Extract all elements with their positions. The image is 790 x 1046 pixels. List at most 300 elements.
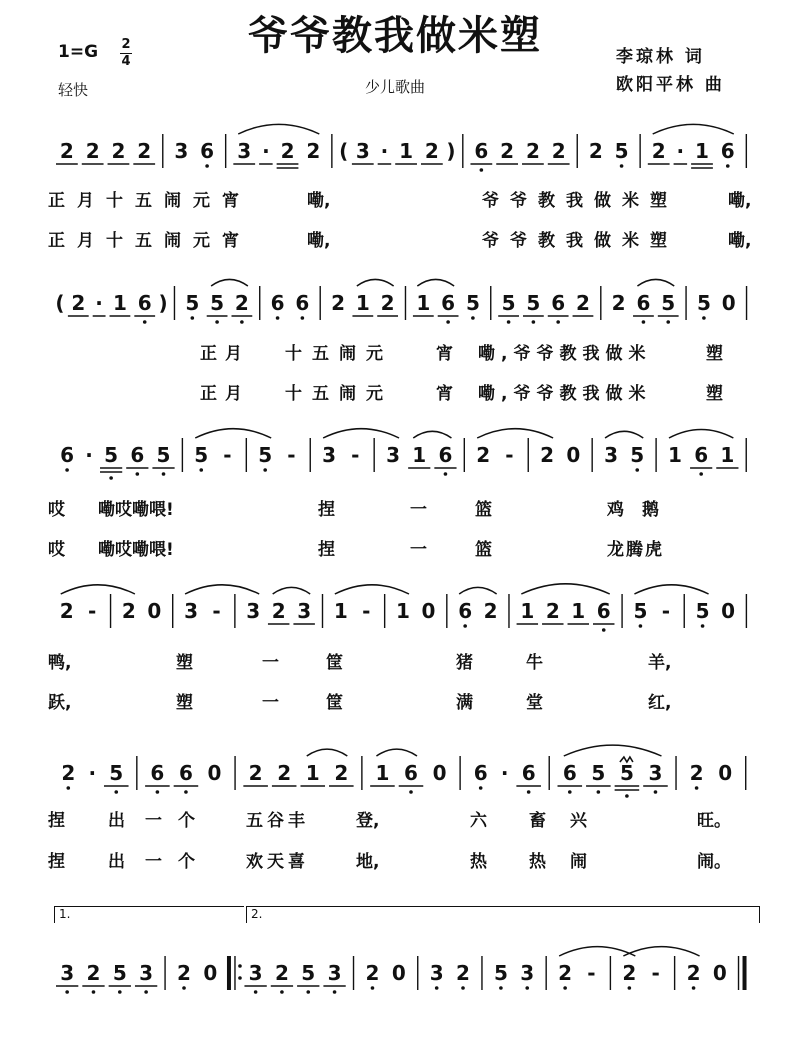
low-octave-dot [527,790,531,794]
lyric-phrase: 宵 [436,384,453,404]
note-numeral: 3 [246,599,261,623]
key-signature: 1=G [58,42,99,62]
tie-slur [376,749,417,756]
note-numeral: 1 [305,761,320,785]
note-numeral: ) [446,139,456,163]
low-octave-dot [635,468,639,472]
lyric-line-3-verse-2 [0,535,790,559]
low-octave-dot [556,320,560,324]
low-octave-dot [136,472,140,476]
note-numeral: ( [339,139,349,163]
lyric-line-5-verse-1 [0,806,790,830]
note-numeral: 2 [525,139,540,163]
note-numeral: 5 [104,443,119,467]
repeat-dot [238,964,242,968]
note-numeral: 3 [139,961,154,985]
lyric-phrase: 嘞, [307,231,331,251]
lyric-line-5-verse-2 [0,847,790,871]
low-octave-dot [479,786,483,790]
note-numeral: 5 [109,761,124,785]
note-numeral: 5 [696,291,711,315]
note-numeral: 2 [424,139,439,163]
low-octave-dot [654,790,658,794]
note-numeral: 0 [207,761,222,785]
note-numeral: 2 [456,961,470,985]
note-numeral: - [351,443,360,467]
note-numeral: 2 [380,291,395,315]
note-numeral: 0 [718,761,733,785]
lyric-phrase: 旺。 [697,811,731,831]
low-octave-dot [471,316,475,320]
tie-slur [413,431,451,438]
note-numeral: 6 [150,761,165,785]
note-numeral: - [661,599,671,623]
note-numeral: 2 [61,761,76,785]
low-octave-dot [409,790,413,794]
note-numeral: · [380,139,389,163]
note-numeral: 6 [551,291,566,315]
note-numeral: 5 [526,291,541,315]
note-numeral: 3 [184,599,199,623]
tie-slur [634,585,708,594]
note-numeral: 2 [277,761,292,785]
lyric-phrase: 一 [262,693,279,713]
low-octave-dot [280,990,284,994]
note-numeral: 5 [695,599,710,623]
note-numeral: 2 [71,291,86,315]
low-octave-dot [563,986,567,990]
low-octave-dot [628,986,632,990]
note-numeral: - [587,961,596,985]
lyric-phrase: 十五闹元 [285,344,393,364]
lyric-line-3-verse-1 [0,495,790,519]
lyric-phrase: 捏 [48,852,65,872]
note-numeral: 1 [355,291,370,315]
lyric-phrase: 满 [456,693,473,713]
note-numeral: 6 [473,761,488,785]
note-numeral: 2 [686,961,701,985]
note-numeral: · [676,139,685,163]
lyric-phrase: 爷爷教我做米塑 [482,231,678,251]
note-numeral: 6 [295,291,310,315]
meter-bottom: 4 [121,54,131,69]
low-octave-dot [692,986,696,990]
note-numeral: 2 [331,291,346,315]
lyric-phrase: 嘞,爷爷教我做米 [478,384,652,404]
lyric-phrase: 十五闹元 [285,384,393,404]
lyric-phrase: 正月十五闹元宵 [48,191,251,211]
volta-first-ending: 1. [54,906,244,923]
low-octave-dot [205,164,209,168]
note-numeral: 2 [588,139,603,163]
note-numeral: - [212,599,221,623]
low-octave-dot [620,164,624,168]
note-numeral: 3 [520,961,535,985]
note-numeral: 2 [611,291,626,315]
note-numeral: 3 [297,599,312,623]
note-numeral: 2 [59,599,74,623]
low-octave-dot [65,468,69,472]
tie-slur [323,429,399,438]
note-numeral: 2 [575,291,590,315]
lyric-phrase: 一个 [145,811,211,831]
low-octave-dot [114,790,118,794]
lyric-phrase: 嘞, [728,191,752,211]
tie-slur [669,429,733,438]
note-numeral: 6 [694,443,709,467]
low-octave-dot [162,472,166,476]
tie-slur [211,279,248,286]
low-octave-dot [507,320,511,324]
lyric-phrase: 嘞, [307,191,331,211]
low-octave-dot [301,316,305,320]
low-octave-dot [666,320,670,324]
low-octave-dot [639,624,643,628]
low-octave-dot [144,990,148,994]
tie-slur [521,584,609,594]
low-octave-dot [65,990,69,994]
note-numeral: 5 [185,291,200,315]
note-numeral: 2 [274,961,289,985]
note-numeral: · [88,761,97,785]
low-octave-dot [699,472,703,476]
note-numeral: 2 [85,139,100,163]
note-numeral: - [362,599,371,623]
lyric-phrase: 一个 [145,852,211,872]
note-numeral: 2 [137,139,152,163]
low-octave-dot [726,164,730,168]
note-numeral: 6 [720,139,735,163]
note-numeral: ( [55,291,65,315]
note-numeral: - [88,599,97,623]
lyric-phrase: 热 [470,852,487,872]
note-numeral: 5 [633,599,648,623]
composer-credit: 欧阳平林 曲 [616,75,725,95]
lyric-phrase: 热闹 [529,852,611,872]
note-numeral: 2 [248,761,263,785]
note-numeral: 0 [712,961,727,985]
note-numeral: 2 [540,443,555,467]
low-octave-dot [191,316,195,320]
note-numeral: · [95,291,103,315]
lyric-phrase: 闹。 [697,852,731,872]
low-octave-dot [461,986,465,990]
note-numeral: · [500,761,509,785]
note-numeral: 1 [396,599,410,623]
note-numeral: 6 [60,443,75,467]
note-numeral: 1 [571,599,586,623]
tie-slur [653,124,734,134]
note-numeral: 1 [695,139,709,163]
low-octave-dot [263,468,267,472]
note-numeral: 2 [551,139,566,163]
lyric-line-2-verse-1 [0,339,790,363]
low-octave-dot [435,986,439,990]
note-numeral: 6 [270,291,285,315]
lyric-phrase: 爷爷教我做米塑 [482,191,678,211]
note-numeral: 2 [622,961,637,985]
tie-slur [417,279,454,286]
note-numeral: 6 [562,761,577,785]
tie-slur [459,587,496,594]
tie-slur [238,124,319,134]
lyric-phrase: 一 [262,653,279,673]
note-numeral: 2 [689,761,704,785]
note-numeral: 3 [604,443,618,467]
note-numeral: 6 [130,443,145,467]
note-numeral: 5 [301,961,316,985]
note-numeral: 6 [636,291,651,315]
note-numeral: 2 [234,291,249,315]
lyric-phrase: 龙腾虎 [607,540,664,560]
note-numeral: 2 [476,443,491,467]
lyric-phrase: 地, [356,852,380,872]
lyric-phrase: 嘞,爷爷教我做米 [478,344,652,364]
lyric-line-4-verse-1 [0,648,790,672]
lyric-phrase: 捏 [48,811,65,831]
note-numeral: 1 [399,139,414,163]
note-numeral: 5 [156,443,171,467]
low-octave-dot [276,316,280,320]
lyric-phrase: 塑 [176,693,193,713]
note-numeral: - [287,443,296,467]
lyric-phrase: 五谷丰 [246,811,309,831]
note-numeral: 3 [237,139,252,163]
note-numeral: 3 [322,443,337,467]
tie-slur [477,429,553,438]
lyric-line-4-verse-2 [0,688,790,712]
lyric-phrase: 牛 [526,653,543,673]
song-title: 爷爷教我做米塑 [248,13,542,59]
lyric-phrase: 塑 [706,384,723,404]
note-numeral: 3 [429,961,444,985]
note-numeral: 5 [465,291,480,315]
lyric-phrase: 塑 [176,653,193,673]
note-numeral: 3 [327,961,342,985]
note-numeral: 6 [441,291,456,315]
lyric-phrase: 嘞哎嘞喂! [98,540,174,560]
note-numeral: 0 [566,443,581,467]
note-numeral: 2 [365,961,380,985]
tie-slur [605,431,643,438]
low-octave-dot [306,990,310,994]
low-octave-dot [92,990,96,994]
note-numeral: 2 [86,961,101,985]
note-numeral: 2 [334,761,349,785]
note-numeral: 5 [210,291,225,315]
note-numeral: 6 [438,443,453,467]
note-numeral: 6 [458,599,473,623]
low-octave-dot [642,320,646,324]
lyric-phrase: 一 [410,540,427,560]
note-numeral: 3 [60,961,75,985]
lyricist-credit: 李琼林 词 [616,47,705,67]
note-numeral: 0 [421,599,436,623]
note-numeral: 5 [614,139,629,163]
note-numeral: 3 [248,961,263,985]
lyric-phrase: 红, [648,693,672,713]
note-numeral: 0 [721,291,736,315]
note-numeral: 1 [416,291,431,315]
repeat-dot [238,976,242,980]
lyric-phrase: 宵 [436,344,453,364]
note-numeral: · [262,139,270,163]
low-octave-dot [254,990,258,994]
note-numeral: - [223,443,232,467]
low-octave-dot [66,786,70,790]
note-numeral: 5 [493,961,508,985]
tie-slur [195,429,271,438]
lyric-phrase: 欢天喜 [246,852,309,872]
lyric-phrase: 猪 [456,653,473,673]
lyric-phrase: 鸭, [48,653,72,673]
low-octave-dot [444,472,448,476]
lyric-phrase: 捏 [318,540,335,560]
note-numeral: 5 [194,443,209,467]
low-octave-dot [109,476,113,480]
low-octave-dot [597,790,601,794]
lyric-phrase: 鸡鹅 [607,500,677,520]
note-numeral: 5 [591,761,606,785]
note-numeral: - [651,961,660,985]
lyric-phrase: 嘞, [728,231,752,251]
note-numeral: 1 [375,761,390,785]
low-octave-dot [695,786,699,790]
low-octave-dot [568,790,572,794]
lyric-line-1-verse-1 [0,186,790,210]
low-octave-dot [499,986,503,990]
low-octave-dot [602,628,606,632]
low-octave-dot [463,624,467,628]
note-numeral: 5 [501,291,516,315]
note-numeral: 2 [483,599,498,623]
low-octave-dot [480,168,484,172]
song-genre: 少儿歌曲 [364,78,425,96]
meter-top: 2 [121,37,131,52]
note-numeral: 3 [174,139,189,163]
lyric-line-1-verse-2 [0,226,790,250]
volta-second-ending: 2. [246,906,760,923]
note-numeral: 6 [474,139,489,163]
lyric-phrase: 出 [108,852,125,872]
note-numeral: 6 [596,599,611,623]
low-octave-dot [532,320,536,324]
lyric-phrase: 登, [356,811,380,831]
lyric-phrase: 筐 [326,653,343,673]
low-octave-dot [625,794,629,798]
low-octave-dot [333,990,337,994]
note-numeral: 2 [59,139,74,163]
low-octave-dot [199,468,203,472]
low-octave-dot [118,990,122,994]
tie-slur [273,587,310,594]
tie-slur [335,585,409,594]
note-numeral: 2 [306,139,321,163]
lyric-phrase: 嘞哎嘞喂! [98,500,174,520]
note-numeral: 1 [112,291,127,315]
low-octave-dot [371,986,375,990]
lyric-phrase: 堂 [526,693,543,713]
low-octave-dot [525,986,529,990]
note-numeral: 3 [386,443,401,467]
note-numeral: ) [158,291,168,315]
tie-slur [559,947,635,956]
tie-slur [564,745,662,756]
note-numeral: 0 [147,599,162,623]
note-numeral: 0 [203,961,218,985]
lyric-phrase: 羊, [648,653,672,673]
note-numeral: 6 [404,761,418,785]
lyric-phrase: 正月十五闹元宵 [48,231,251,251]
lyric-phrase: 畜兴 [529,811,611,831]
lyric-phrase: 哎 [48,540,65,560]
low-octave-dot [702,316,706,320]
lyric-phrase: 哎 [48,500,65,520]
note-numeral: 2 [177,961,191,985]
note-numeral: 0 [721,599,736,623]
tie-slur [637,279,674,286]
note-numeral: 6 [521,761,536,785]
note-numeral: 1 [412,443,427,467]
low-octave-dot [446,320,450,324]
lyric-phrase: 捏 [318,500,335,520]
tie-slur [61,585,135,594]
lyric-phrase: 篮 [475,500,492,520]
note-numeral: 1 [520,599,535,623]
lyric-phrase: 跃, [48,693,72,713]
lyric-phrase: 筐 [326,693,343,713]
low-octave-dot [143,320,147,324]
note-numeral: · [85,443,93,467]
lyric-phrase: 篮 [475,540,492,560]
low-octave-dot [215,320,219,324]
low-octave-dot [156,790,160,794]
low-octave-dot [701,624,705,628]
lyric-phrase: 正月 [200,384,250,404]
note-numeral: 5 [630,443,645,467]
lyric-line-2-verse-2 [0,379,790,403]
note-numeral: 2 [651,139,666,163]
lyric-phrase: 正月 [200,344,250,364]
note-numeral: 2 [121,599,136,623]
note-numeral: 5 [112,961,127,985]
low-octave-dot [184,790,188,794]
note-numeral: 2 [271,599,286,623]
lyric-phrase: 六 [470,811,487,831]
note-numeral: 2 [545,599,560,623]
low-octave-dot [240,320,244,324]
note-numeral: 6 [178,761,193,785]
note-numeral: 2 [500,139,515,163]
tie-slur [623,947,699,956]
lyric-phrase: 塑 [706,344,723,364]
lyric-phrase: 一 [410,500,427,520]
note-numeral: 3 [648,761,663,785]
note-numeral: 1 [333,599,348,623]
lyric-phrase: 出 [108,811,125,831]
note-numeral: 2 [280,139,295,163]
tempo-marking: 轻快 [58,81,89,99]
note-numeral: 5 [619,761,634,785]
note-numeral: 3 [355,139,370,163]
low-octave-dot [182,986,186,990]
tie-slur [307,749,348,756]
note-numeral: 0 [391,961,406,985]
note-numeral: - [505,443,514,467]
note-numeral: 1 [668,443,682,467]
note-numeral: 6 [137,291,152,315]
note-numeral: 0 [432,761,447,785]
